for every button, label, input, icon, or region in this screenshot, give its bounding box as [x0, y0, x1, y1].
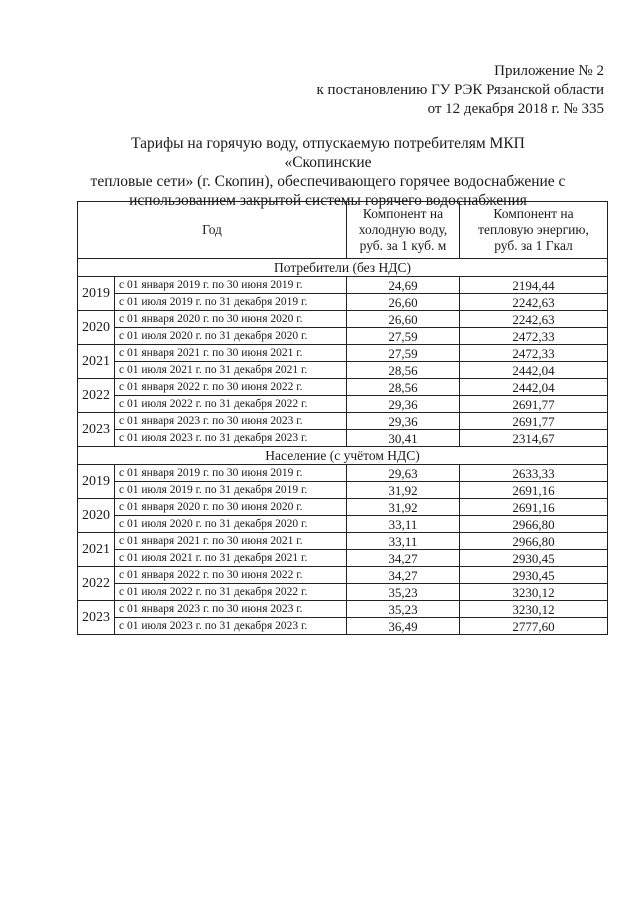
period-cell: с 01 января 2022 г. по 30 июня 2022 г.	[115, 379, 347, 396]
heat-energy-value: 2314,67	[460, 430, 608, 447]
heat-energy-value: 2442,04	[460, 362, 608, 379]
header-cold-water-line: Компонент на	[362, 206, 444, 221]
period-cell: с 01 июля 2020 г. по 31 декабря 2020 г.	[115, 516, 347, 533]
table-row	[78, 550, 608, 567]
appendix-date: от 12 декабря 2018 г. № 335	[427, 101, 604, 117]
period-cell: с 01 января 2019 г. по 30 июня 2019 г.	[115, 465, 347, 482]
document-title-line: тепловые сети» (г. Скопин), обеспечивающего горячее водоснабжение с	[90, 173, 566, 190]
year-cell: 2020	[78, 311, 115, 345]
cold-water-value: 34,27	[347, 550, 460, 567]
cold-water-value: 36,49	[347, 618, 460, 635]
header-heat-energy	[460, 202, 608, 259]
cold-water-value: 34,27	[347, 567, 460, 584]
header-heat-energy-line: Компонент на	[493, 206, 574, 221]
heat-energy-value: 2966,80	[460, 516, 608, 533]
header-cold-water	[347, 202, 460, 259]
period-cell: с 01 июля 2023 г. по 31 декабря 2023 г.	[115, 618, 347, 635]
cold-water-value: 31,92	[347, 499, 460, 516]
period-cell: с 01 июля 2022 г. по 31 декабря 2022 г.	[115, 396, 347, 413]
cold-water-value: 30,41	[347, 430, 460, 447]
table-row	[78, 601, 608, 618]
section-title: Население (с учётом НДС)	[78, 447, 608, 465]
heat-energy-value: 2194,44	[460, 277, 608, 294]
heat-energy-value: 2691,77	[460, 413, 608, 430]
cold-water-value: 29,36	[347, 413, 460, 430]
cold-water-value: 26,60	[347, 311, 460, 328]
table-row	[78, 345, 608, 362]
cold-water-value: 28,56	[347, 379, 460, 396]
table-row	[78, 328, 608, 345]
table-row	[78, 584, 608, 601]
year-cell: 2021	[78, 345, 115, 379]
heat-energy-value: 3230,12	[460, 584, 608, 601]
heat-energy-value: 2930,45	[460, 567, 608, 584]
document-title-line: использованием закрытой системы горячего водоснабжения	[129, 192, 527, 209]
cold-water-value: 33,11	[347, 533, 460, 550]
table-row	[78, 499, 608, 516]
tariff-table	[77, 201, 608, 635]
year-cell: 2019	[78, 277, 115, 311]
year-cell: 2022	[78, 379, 115, 413]
heat-energy-value: 2242,63	[460, 294, 608, 311]
appendix-number: Приложение № 2	[494, 63, 604, 79]
table-row	[78, 533, 608, 550]
heat-energy-value: 2633,33	[460, 465, 608, 482]
period-cell: с 01 января 2023 г. по 30 июня 2023 г.	[115, 413, 347, 430]
period-cell: с 01 января 2022 г. по 30 июня 2022 г.	[115, 567, 347, 584]
period-cell: с 01 января 2021 г. по 30 июня 2021 г.	[115, 345, 347, 362]
header-cold-water-line: руб. за 1 куб. м	[359, 238, 447, 253]
period-cell: с 01 июля 2019 г. по 31 декабря 2019 г.	[115, 294, 347, 311]
year-cell: 2019	[78, 465, 115, 499]
cold-water-value: 31,92	[347, 482, 460, 499]
table-row	[78, 396, 608, 413]
year-cell: 2022	[78, 567, 115, 601]
table-row	[78, 465, 608, 482]
section-title: Потребители (без НДС)	[78, 259, 608, 277]
section-row	[78, 259, 608, 277]
year-cell: 2021	[78, 533, 115, 567]
cold-water-value: 29,63	[347, 465, 460, 482]
table-row	[78, 379, 608, 396]
period-cell: с 01 января 2020 г. по 30 июня 2020 г.	[115, 499, 347, 516]
table-row	[78, 413, 608, 430]
period-cell: с 01 июля 2021 г. по 31 декабря 2021 г.	[115, 550, 347, 567]
cold-water-value: 35,23	[347, 584, 460, 601]
heat-energy-value: 2691,16	[460, 499, 608, 516]
cold-water-value: 26,60	[347, 294, 460, 311]
table-row	[78, 567, 608, 584]
period-cell: с 01 июля 2020 г. по 31 декабря 2020 г.	[115, 328, 347, 345]
table-row	[78, 294, 608, 311]
tariff-table-body	[78, 259, 608, 635]
cold-water-value: 24,69	[347, 277, 460, 294]
period-cell: с 01 июля 2019 г. по 31 декабря 2019 г.	[115, 482, 347, 499]
period-cell: с 01 января 2021 г. по 30 июня 2021 г.	[115, 533, 347, 550]
header-heat-energy-line: руб. за 1 Гкал	[494, 238, 573, 253]
table-row	[78, 430, 608, 447]
section-row	[78, 447, 608, 465]
year-cell: 2023	[78, 413, 115, 447]
period-cell: с 01 июля 2022 г. по 31 декабря 2022 г.	[115, 584, 347, 601]
period-cell: с 01 января 2019 г. по 30 июня 2019 г.	[115, 277, 347, 294]
heat-energy-value: 2472,33	[460, 328, 608, 345]
heat-energy-value: 2777,60	[460, 618, 608, 635]
period-cell: с 01 января 2023 г. по 30 июня 2023 г.	[115, 601, 347, 618]
period-cell: с 01 июля 2023 г. по 31 декабря 2023 г.	[115, 430, 347, 447]
heat-energy-value: 2472,33	[460, 345, 608, 362]
heat-energy-value: 3230,12	[460, 601, 608, 618]
cold-water-value: 28,56	[347, 362, 460, 379]
heat-energy-value: 2442,04	[460, 379, 608, 396]
cold-water-value: 29,36	[347, 396, 460, 413]
table-row	[78, 482, 608, 499]
appendix-header	[317, 62, 604, 119]
period-cell: с 01 июля 2021 г. по 31 декабря 2021 г.	[115, 362, 347, 379]
cold-water-value: 35,23	[347, 601, 460, 618]
table-row	[78, 277, 608, 294]
table-row	[78, 311, 608, 328]
cold-water-value: 27,59	[347, 345, 460, 362]
heat-energy-value: 2966,80	[460, 533, 608, 550]
header-year: Год	[78, 202, 347, 259]
period-cell: с 01 января 2020 г. по 30 июня 2020 г.	[115, 311, 347, 328]
heat-energy-value: 2691,16	[460, 482, 608, 499]
document-title	[88, 134, 568, 210]
table-row	[78, 362, 608, 379]
header-cold-water-line: холодную воду,	[358, 222, 448, 237]
table-row	[78, 516, 608, 533]
heat-energy-value: 2930,45	[460, 550, 608, 567]
cold-water-value: 27,59	[347, 328, 460, 345]
year-cell: 2023	[78, 601, 115, 635]
heat-energy-value: 2242,63	[460, 311, 608, 328]
header-heat-energy-line: тепловую энергию,	[478, 222, 589, 237]
heat-energy-value: 2691,77	[460, 396, 608, 413]
appendix-resolution: к постановлению ГУ РЭК Рязанской области	[316, 82, 604, 98]
year-cell: 2020	[78, 499, 115, 533]
table-header-row	[78, 202, 608, 259]
table-row	[78, 618, 608, 635]
document-title-line: Тарифы на горячую воду, отпускаемую потребителям МКП «Скопинские	[131, 135, 525, 171]
cold-water-value: 33,11	[347, 516, 460, 533]
